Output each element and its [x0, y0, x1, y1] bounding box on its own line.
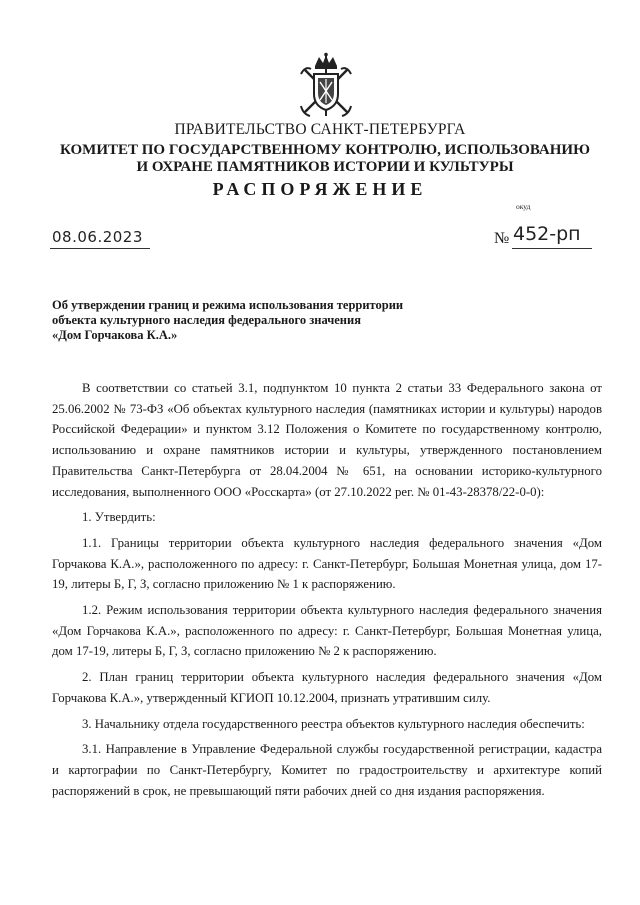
paragraph-preamble: В соответствии со статьей 3.1, подпунктом 10 пункта 2 статьи 33 Федерального закона от 25.06.2002 № 73-ФЗ «Об объектах культурного наследия (памятниках истории и культуры) народов Российской Федерации» и пунктом 3.12 Положения о Комитете по государственному контролю, использованию и охране памятников истории и культуры, утвержденного постановлением Правительства Санкт-Петербурга от 28.04.2004 № 651, на основании историко-культурного исследования, выполненного ООО «Росскарта» (от 27.10.2022 рег. № 01-43-28378/22-0-0): [52, 381, 602, 499]
committee-name-line-2: И ОХРАНЕ ПАМЯТНИКОВ ИСТОРИИ И КУЛЬТУРЫ [136, 159, 514, 175]
document-subject [52, 298, 452, 343]
subject-line-3: «Дом Горчакова К.А.» [52, 328, 178, 342]
subject-line-2: объекта культурного наследия федерального значения [52, 313, 361, 327]
paragraph-item-1-2: 1.2. Режим использования территории объекта культурного наследия федерального значения «Дом Горчакова К.А.», расположенного по адресу: г. Санкт-Петербург, Большая Монетная улица, дом 17-19, литеры Б, Г, З, согласно приложению № 2 к распоряжению. [52, 603, 602, 659]
paragraph-item-1-1: 1.1. Границы территории объекта культурного наследия федерального значения «Дом Горчакова К.А.», расположенного по адресу: г. Санкт-Петербург, Большая Монетная улица, дом 17-19, литеры Б, Г, З, согласно приложению № 1 к распоряжению. [52, 535, 602, 592]
number-sign: № [494, 230, 510, 247]
subject-line-1: Об утверждении границ и режима использования территории [52, 298, 404, 312]
paragraph-item-2: 2. План границ территории объекта культурного наследия федерального значения «Дом Горчакова К.А.», утвержденный КГИОП 10.12.2004, признать утратившим силу. [52, 670, 602, 705]
document-body [52, 378, 602, 806]
document-type: РАСПОРЯЖЕНИЕ [212, 179, 428, 199]
saint-petersburg-coat-of-arms-icon [297, 52, 355, 120]
date-underline [50, 248, 150, 249]
okud-label: окуд [516, 202, 531, 211]
paragraph-item-3: 3. Начальнику отдела государственного реестра объектов культурного наследия обеспечить: [82, 716, 585, 731]
committee-name [60, 142, 590, 176]
paragraph-item-1: 1. Утвердить: [82, 510, 156, 525]
paragraph-item-3-1: 3.1. Направление в Управление Федеральной службы государственной регистрации, кадастра и картографии по Санкт-Петербургу, Комитет по градостроительству и архитектуре копий распоряжений в срок, не превышающий пяти рабочих дней со дня издания распоряжения. [52, 742, 602, 798]
committee-name-line-1: КОМИТЕТ ПО ГОСУДАРСТВЕННОМУ КОНТРОЛЮ, ИСПОЛЬЗОВАНИЮ [60, 142, 590, 158]
number-underline [512, 248, 592, 249]
document-number: 452-рп [513, 223, 581, 245]
document-date: 08.06.2023 [52, 228, 143, 246]
government-name: ПРАВИТЕЛЬСТВО САНКТ-ПЕТЕРБУРГА [174, 121, 466, 138]
